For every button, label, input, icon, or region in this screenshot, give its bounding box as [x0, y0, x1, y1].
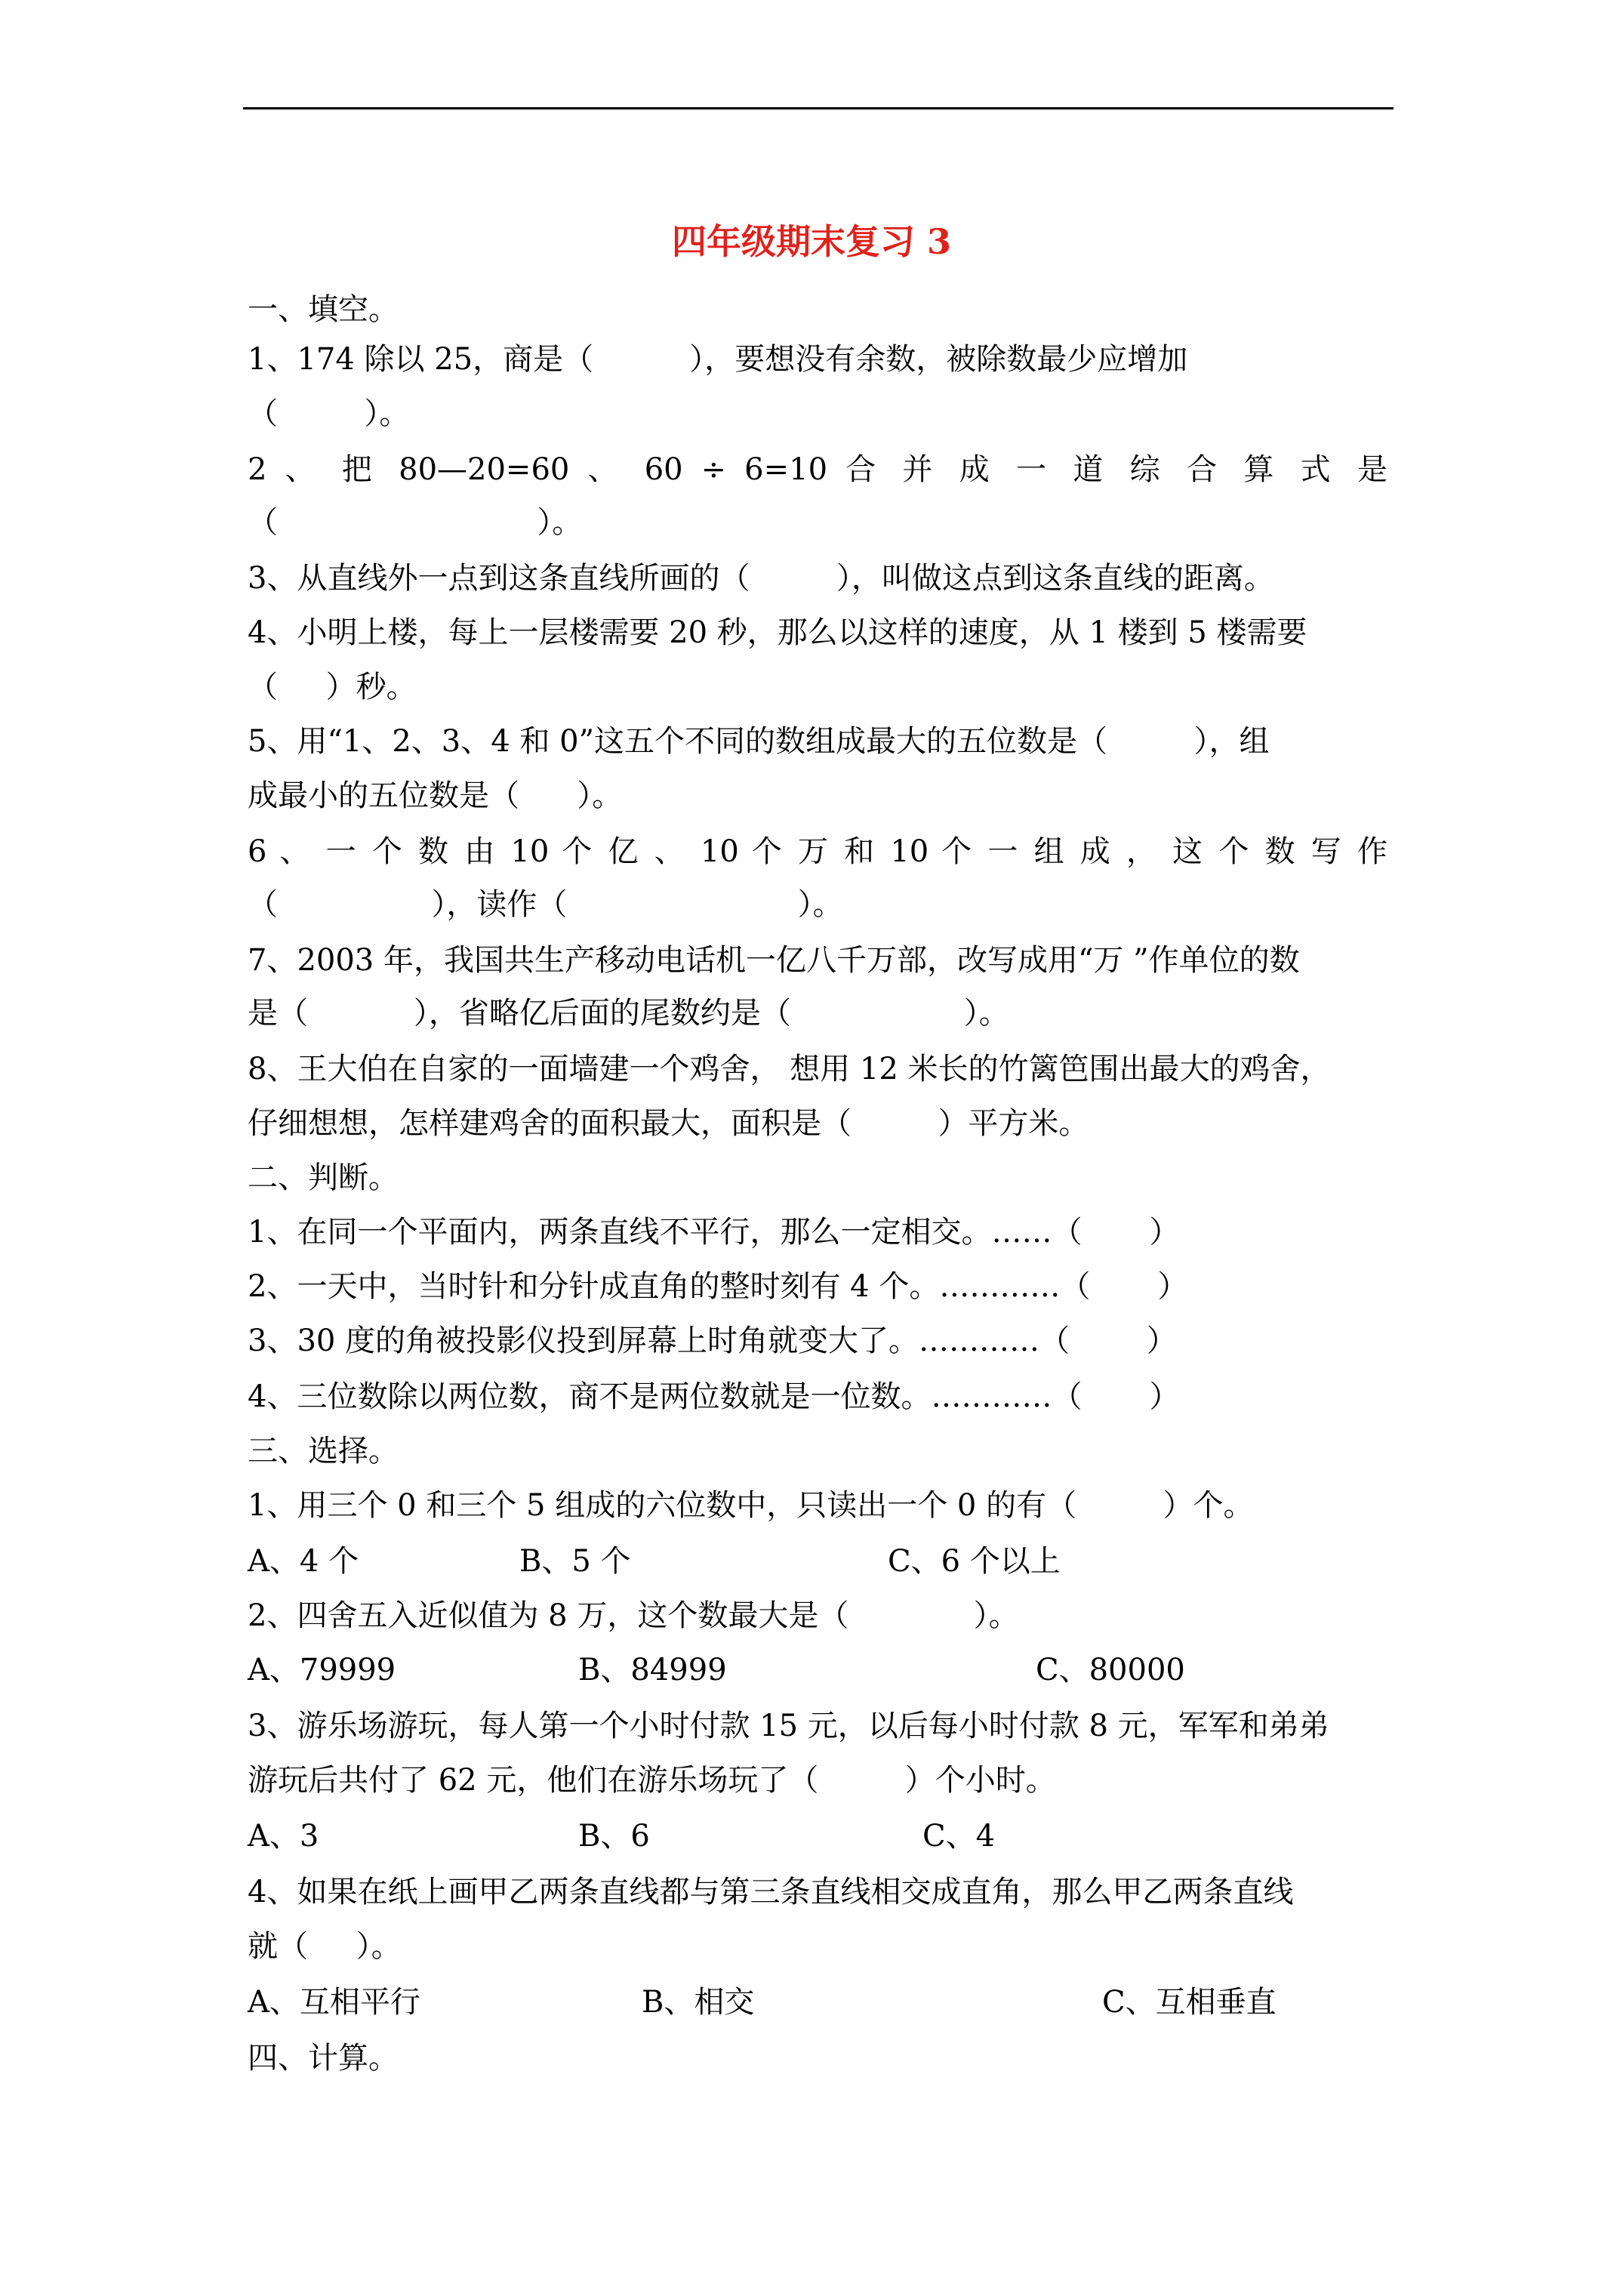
choice-q1: 1、用三个 0 和三个 5 组成的六位数中，只读出一个 0 的有（ ）个。 [248, 1488, 1254, 1523]
section-heading-calc: 四、计算。 [248, 2041, 399, 2076]
judge-q4: 4、三位数除以两位数，商不是两位数就是一位数。…………（ ） [248, 1379, 1180, 1414]
choice-q3-line1: 3、游乐场游玩，每人第一个小时付款 15 元，以后每小时付款 8 元，军军和弟弟 [248, 1709, 1329, 1743]
section-heading-choice: 三、选择。 [248, 1434, 399, 1469]
judge-q2: 2、一天中，当时针和分针成直角的整时刻有 4 个。…………（ ） [248, 1269, 1188, 1304]
fill-q6-line2: （ ），读作（ ）。 [248, 887, 843, 922]
choice-q3-line2: 游玩后共付了 62 元，他们在游乐场玩了（ ）个小时。 [248, 1763, 1056, 1798]
judge-q3-blank[interactable] [1070, 1324, 1147, 1358]
fill-q8-line2: 仔细想想，怎样建鸡舍的面积最大，面积是（ ）平方米。 [248, 1106, 1089, 1141]
judge-q3: 3、30 度的角被投影仪投到屏幕上时角就变大了。…………（ ） [248, 1324, 1177, 1358]
judge-q4-blank[interactable] [1082, 1379, 1149, 1414]
choice-q1-blank[interactable] [1076, 1488, 1163, 1523]
fill-q4-line2: （ ）秒。 [248, 670, 417, 704]
choice-q2: 2、四舍五入近似值为 8 万，这个数最大是（ ）。 [248, 1598, 1019, 1633]
fill-q7-line1: 7、2003 年，我国共生产移动电话机一亿八千万部，改写成用“万 ”作单位的数 [248, 943, 1300, 978]
choice-q3-option-c[interactable]: C、4 [922, 1819, 996, 1854]
choice-q2-option-a[interactable]: A、79999 [248, 1653, 396, 1687]
fill-q7-blank2[interactable] [791, 996, 964, 1031]
choice-q4-option-a[interactable]: A、互相平行 [248, 1985, 420, 2020]
fill-q5-blank1[interactable] [1107, 724, 1193, 759]
choice-q4-blank[interactable] [308, 1929, 356, 1964]
choice-q4-option-b[interactable]: B、相交 [642, 1985, 755, 2020]
fill-q6-blank2[interactable] [567, 887, 797, 922]
judge-q1-blank[interactable] [1082, 1215, 1149, 1250]
fill-q4-blank[interactable] [278, 670, 326, 704]
fill-q8-blank[interactable] [852, 1106, 938, 1141]
judge-q1: 1、在同一个平面内，两条直线不平行，那么一定相交。……（ ） [248, 1215, 1180, 1250]
fill-q7-line2: 是（ ），省略亿后面的尾数约是（ ）。 [248, 996, 1009, 1031]
judge-q2-blank[interactable] [1090, 1269, 1157, 1304]
fill-q1-blank1[interactable] [593, 342, 689, 377]
fill-q1-line1: 1、174 除以 25，商是（ ），要想没有余数，被除数最少应增加 [248, 342, 1188, 377]
choice-q4-line2: 就（ ）。 [248, 1929, 402, 1964]
fill-q6-blank1[interactable] [278, 887, 431, 922]
choice-q1-option-a[interactable]: A、4 个 [248, 1544, 359, 1579]
fill-q1-blank2[interactable] [278, 396, 364, 431]
choice-q2-option-c[interactable]: C、80000 [1036, 1653, 1185, 1687]
fill-q2-line2: （ ）。 [248, 505, 583, 540]
fill-q2-line1: 2 、 把 80—20=60 、 60 ÷ 6=10 合 并 成 一 道 综 合 算 式 是 [248, 452, 1387, 487]
fill-q5-line2: 成最小的五位数是（ ）。 [248, 778, 623, 813]
choice-q1-option-c[interactable]: C、6 个以上 [888, 1544, 1061, 1579]
choice-q3-option-a[interactable]: A、3 [248, 1819, 319, 1854]
fill-q3-blank[interactable] [750, 561, 836, 596]
fill-q1-line2: （ ）。 [248, 396, 410, 431]
section-heading-judge: 二、判断。 [248, 1160, 399, 1195]
choice-q2-blank[interactable] [848, 1598, 973, 1633]
fill-q8-line1: 8、王大伯在自家的一面墙建一个鸡舍， 想用 12 米长的竹篱笆围出最大的鸡舍， [248, 1052, 1331, 1086]
choice-q4-option-c[interactable]: C、互相垂直 [1102, 1985, 1277, 2020]
fill-q6-line1: 6 、 一 个 数 由 10 个 亿 、 10 个 万 和 10 个 一 组 成 ， 这 个 数 写 作 [248, 834, 1387, 869]
page-title: 四年级期末复习 3 [671, 221, 952, 262]
fill-q2-blank[interactable] [278, 505, 537, 540]
choice-q2-option-b[interactable]: B、84999 [578, 1653, 727, 1687]
section-heading-fill: 一、填空。 [248, 292, 399, 327]
header-rule [243, 107, 1394, 109]
fill-q7-blank1[interactable] [308, 996, 414, 1031]
choice-q3-blank[interactable] [818, 1763, 904, 1798]
choice-q3-option-b[interactable]: B、6 [578, 1819, 650, 1854]
choice-q4-line1: 4、如果在纸上画甲乙两条直线都与第三条直线相交成直角，那么甲乙两条直线 [248, 1875, 1294, 1909]
fill-q3: 3、从直线外一点到这条直线所画的（ ），叫做这点到这条直线的距离。 [248, 561, 1274, 596]
fill-q4-line1: 4、小明上楼，每上一层楼需要 20 秒，那么以这样的速度，从 1 楼到 5 楼需要 [248, 615, 1307, 650]
fill-q5-line1: 5、用“1、2、3、4 和 0”这五个不同的数组成最大的五位数是（ ），组 [248, 724, 1270, 759]
fill-q5-blank2[interactable] [519, 778, 577, 813]
choice-q1-option-b[interactable]: B、5 个 [519, 1544, 631, 1579]
